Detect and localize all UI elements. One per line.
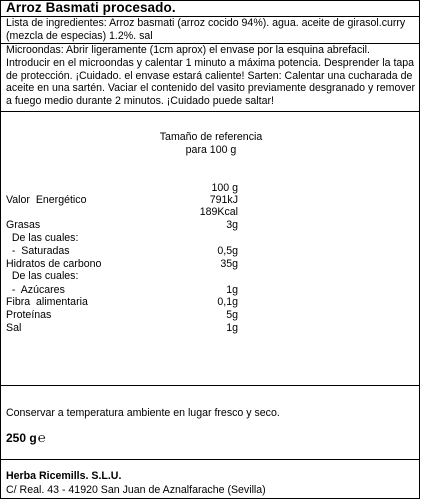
nutrition-row-value: 0,5g [217, 245, 238, 257]
reference-size-line2: para 100 g [185, 144, 237, 156]
nutrition-row-label: Grasas [6, 219, 41, 231]
storage-instructions: Conservar a temperatura ambiente en lugar fresco y seco. [6, 407, 280, 419]
net-weight [6, 430, 46, 445]
divider [0, 385, 420, 386]
nutrition-row-label: De las cuales: [6, 270, 79, 282]
nutrition-row-value: 0,1g [217, 296, 238, 308]
nutrition-unit-header: 100 g [211, 182, 238, 194]
nutrition-row-label: Sal [6, 322, 22, 334]
nutrition-row-value: 1g [226, 322, 238, 334]
nutrition-row-value: 35g [220, 258, 238, 270]
nutrition-row-value: 3g [226, 219, 238, 231]
reference-size-line1: Tamaño de referencia [159, 131, 263, 143]
nutrition-row-value [170, 232, 238, 244]
nutrition-row-label: Fibra alimentaria [6, 296, 88, 308]
company-name: Herba Ricemills. S.L.U. [6, 470, 122, 482]
nutrition-row-label: Proteínas [6, 309, 52, 321]
divider [0, 111, 420, 112]
ingredients-text: Lista de ingredientes: Arroz basmati (arroz cocido 94%). agua. aceite de girasol.curry (mezcla de especias) 1.2%. sal [6, 17, 406, 42]
estimated-sign-icon: ℮ [37, 430, 46, 445]
nutrition-energy-kcal: 189Kcal [199, 206, 238, 218]
divider [0, 459, 420, 460]
nutrition-energy-kj: 791kJ [209, 194, 238, 206]
nutrition-row-label: - Azúcares [6, 284, 65, 296]
nutrition-row-label: - Saturadas [6, 245, 70, 257]
net-weight-value: 250 g [6, 431, 37, 445]
nutrition-row-label: Hidratos de carbono [6, 258, 102, 270]
nutrition-row-value [170, 270, 238, 282]
nutrition-energy-label: Valor Energético [6, 194, 87, 206]
preparation-instructions: Microondas: Abrir ligeramente (1cm aprox) el envase por la esquina abrefacil. Introducir en el microondas y calentar 1 minuto a máxima potencia. Desprender la tapa de protección. ¡Cuidado. el envase estará caliente! Sarten: Calentar una cucharada de aceite en una sartén. Vaciar el contenido del vasito previamente desgranado y remover a fuego medio durante 2 minutos. ¡Cuidado puede saltar! [6, 44, 416, 108]
reference-size [0, 131, 422, 157]
product-title: Arroz Basmati procesado. [6, 0, 176, 15]
company-address: C/ Real. 43 - 41920 San Juan de Aznalfarache (Sevilla) [6, 484, 266, 496]
nutrition-row-label: De las cuales: [6, 232, 79, 244]
nutrition-row-value: 5g [226, 309, 238, 321]
nutrition-row-value: 1g [226, 284, 238, 296]
